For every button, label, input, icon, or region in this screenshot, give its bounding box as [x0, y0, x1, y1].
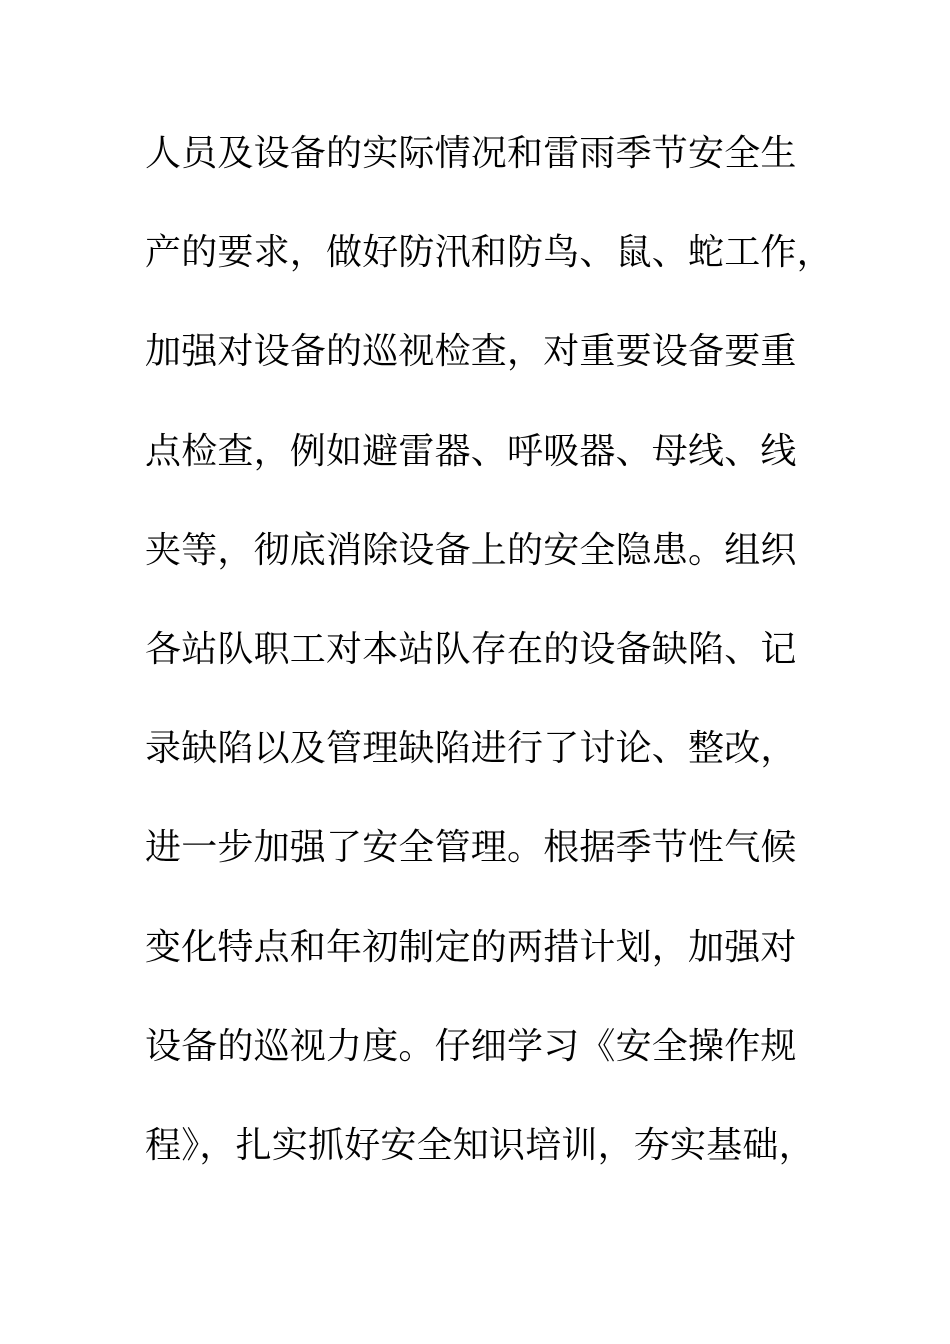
- text-line: 夹等，彻底消除设备上的安全隐患。组织: [145, 529, 797, 571]
- text-line: 点检查，例如避雷器、呼吸器、母线、线: [145, 430, 797, 472]
- text-line: 产的要求，做好防汛和防鸟、鼠、蛇工作，: [145, 232, 833, 274]
- text-line: 加强对设备的巡视检查，对重要设备要重: [145, 331, 797, 373]
- body-paragraph: [145, 125, 833, 1216]
- text-line: 进一步加强了安全管理。根据季节性气候: [145, 827, 797, 869]
- text-line: 人员及设备的实际情况和雷雨季节安全生: [145, 133, 797, 174]
- text-line: 程》，扎实抓好安全知识培训，夯实基础，: [145, 1124, 815, 1166]
- text-line: 各站队职工对本站队存在的设备缺陷、记: [145, 628, 797, 670]
- text-line: 设备的巡视力度。仔细学习《安全操作规: [145, 1025, 797, 1067]
- text-line: 变化特点和年初制定的两措计划，加强对: [145, 926, 797, 968]
- text-line: 录缺陷以及管理缺陷进行了讨论、整改，: [145, 728, 797, 770]
